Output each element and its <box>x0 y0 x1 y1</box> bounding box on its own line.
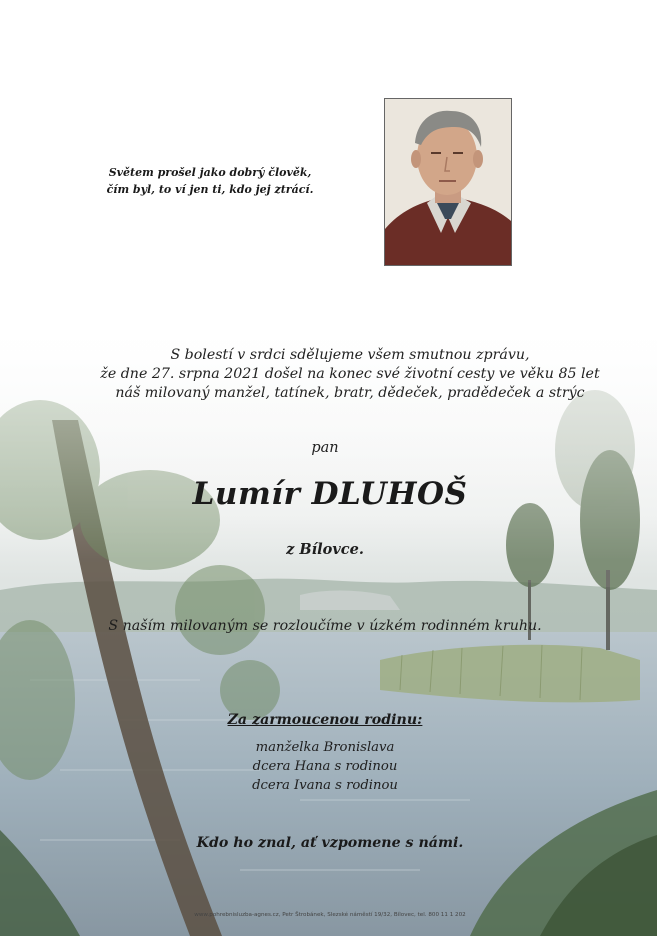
motto-line: Světem prošel jako dobrý člověk, <box>108 166 312 179</box>
honorific: pan <box>311 440 339 456</box>
closing-line: Kdo ho znal, ať vzpomene s námi. <box>196 835 464 851</box>
mourner-item: dcera Hana s rodinou <box>252 759 398 774</box>
announcement-line: že dne 27. srpna 2021 došel na konec své životní cesty ve věku 85 let <box>100 366 600 382</box>
mourner-item: manželka Bronislava <box>255 740 395 755</box>
mourners-list <box>210 738 440 795</box>
farewell-notice: S naším milovaným se rozloučíme v úzkém rodinném kruhu. <box>108 618 542 634</box>
mourner-item: dcera Ivana s rodinou <box>252 778 398 793</box>
motto-quote <box>100 164 320 198</box>
death-announcement <box>90 346 610 403</box>
motto-line: čím byl, to ví jen ti, kdo jej ztrácí. <box>106 183 314 196</box>
deceased-name: Lumír DLUHOŠ <box>192 476 468 512</box>
announcement-line: náš milovaný manžel, tatínek, bratr, dědeček, pradědeček a strýc <box>115 385 585 401</box>
mourners-heading: Za zarmoucenou rodinu: <box>227 712 423 728</box>
portrait-image <box>385 99 511 265</box>
deceased-origin: z Bílovce. <box>286 541 364 558</box>
funeral-service-footer: www.pohrebnisluzba-agnes.cz, Petr Štrobánek, Slezské náměstí 19/32, Bílovec, tel. 800 11 1 202 <box>194 912 466 918</box>
portrait-photo <box>384 98 512 266</box>
announcement-line: S bolestí v srdci sdělujeme všem smutnou zprávu, <box>170 347 530 363</box>
